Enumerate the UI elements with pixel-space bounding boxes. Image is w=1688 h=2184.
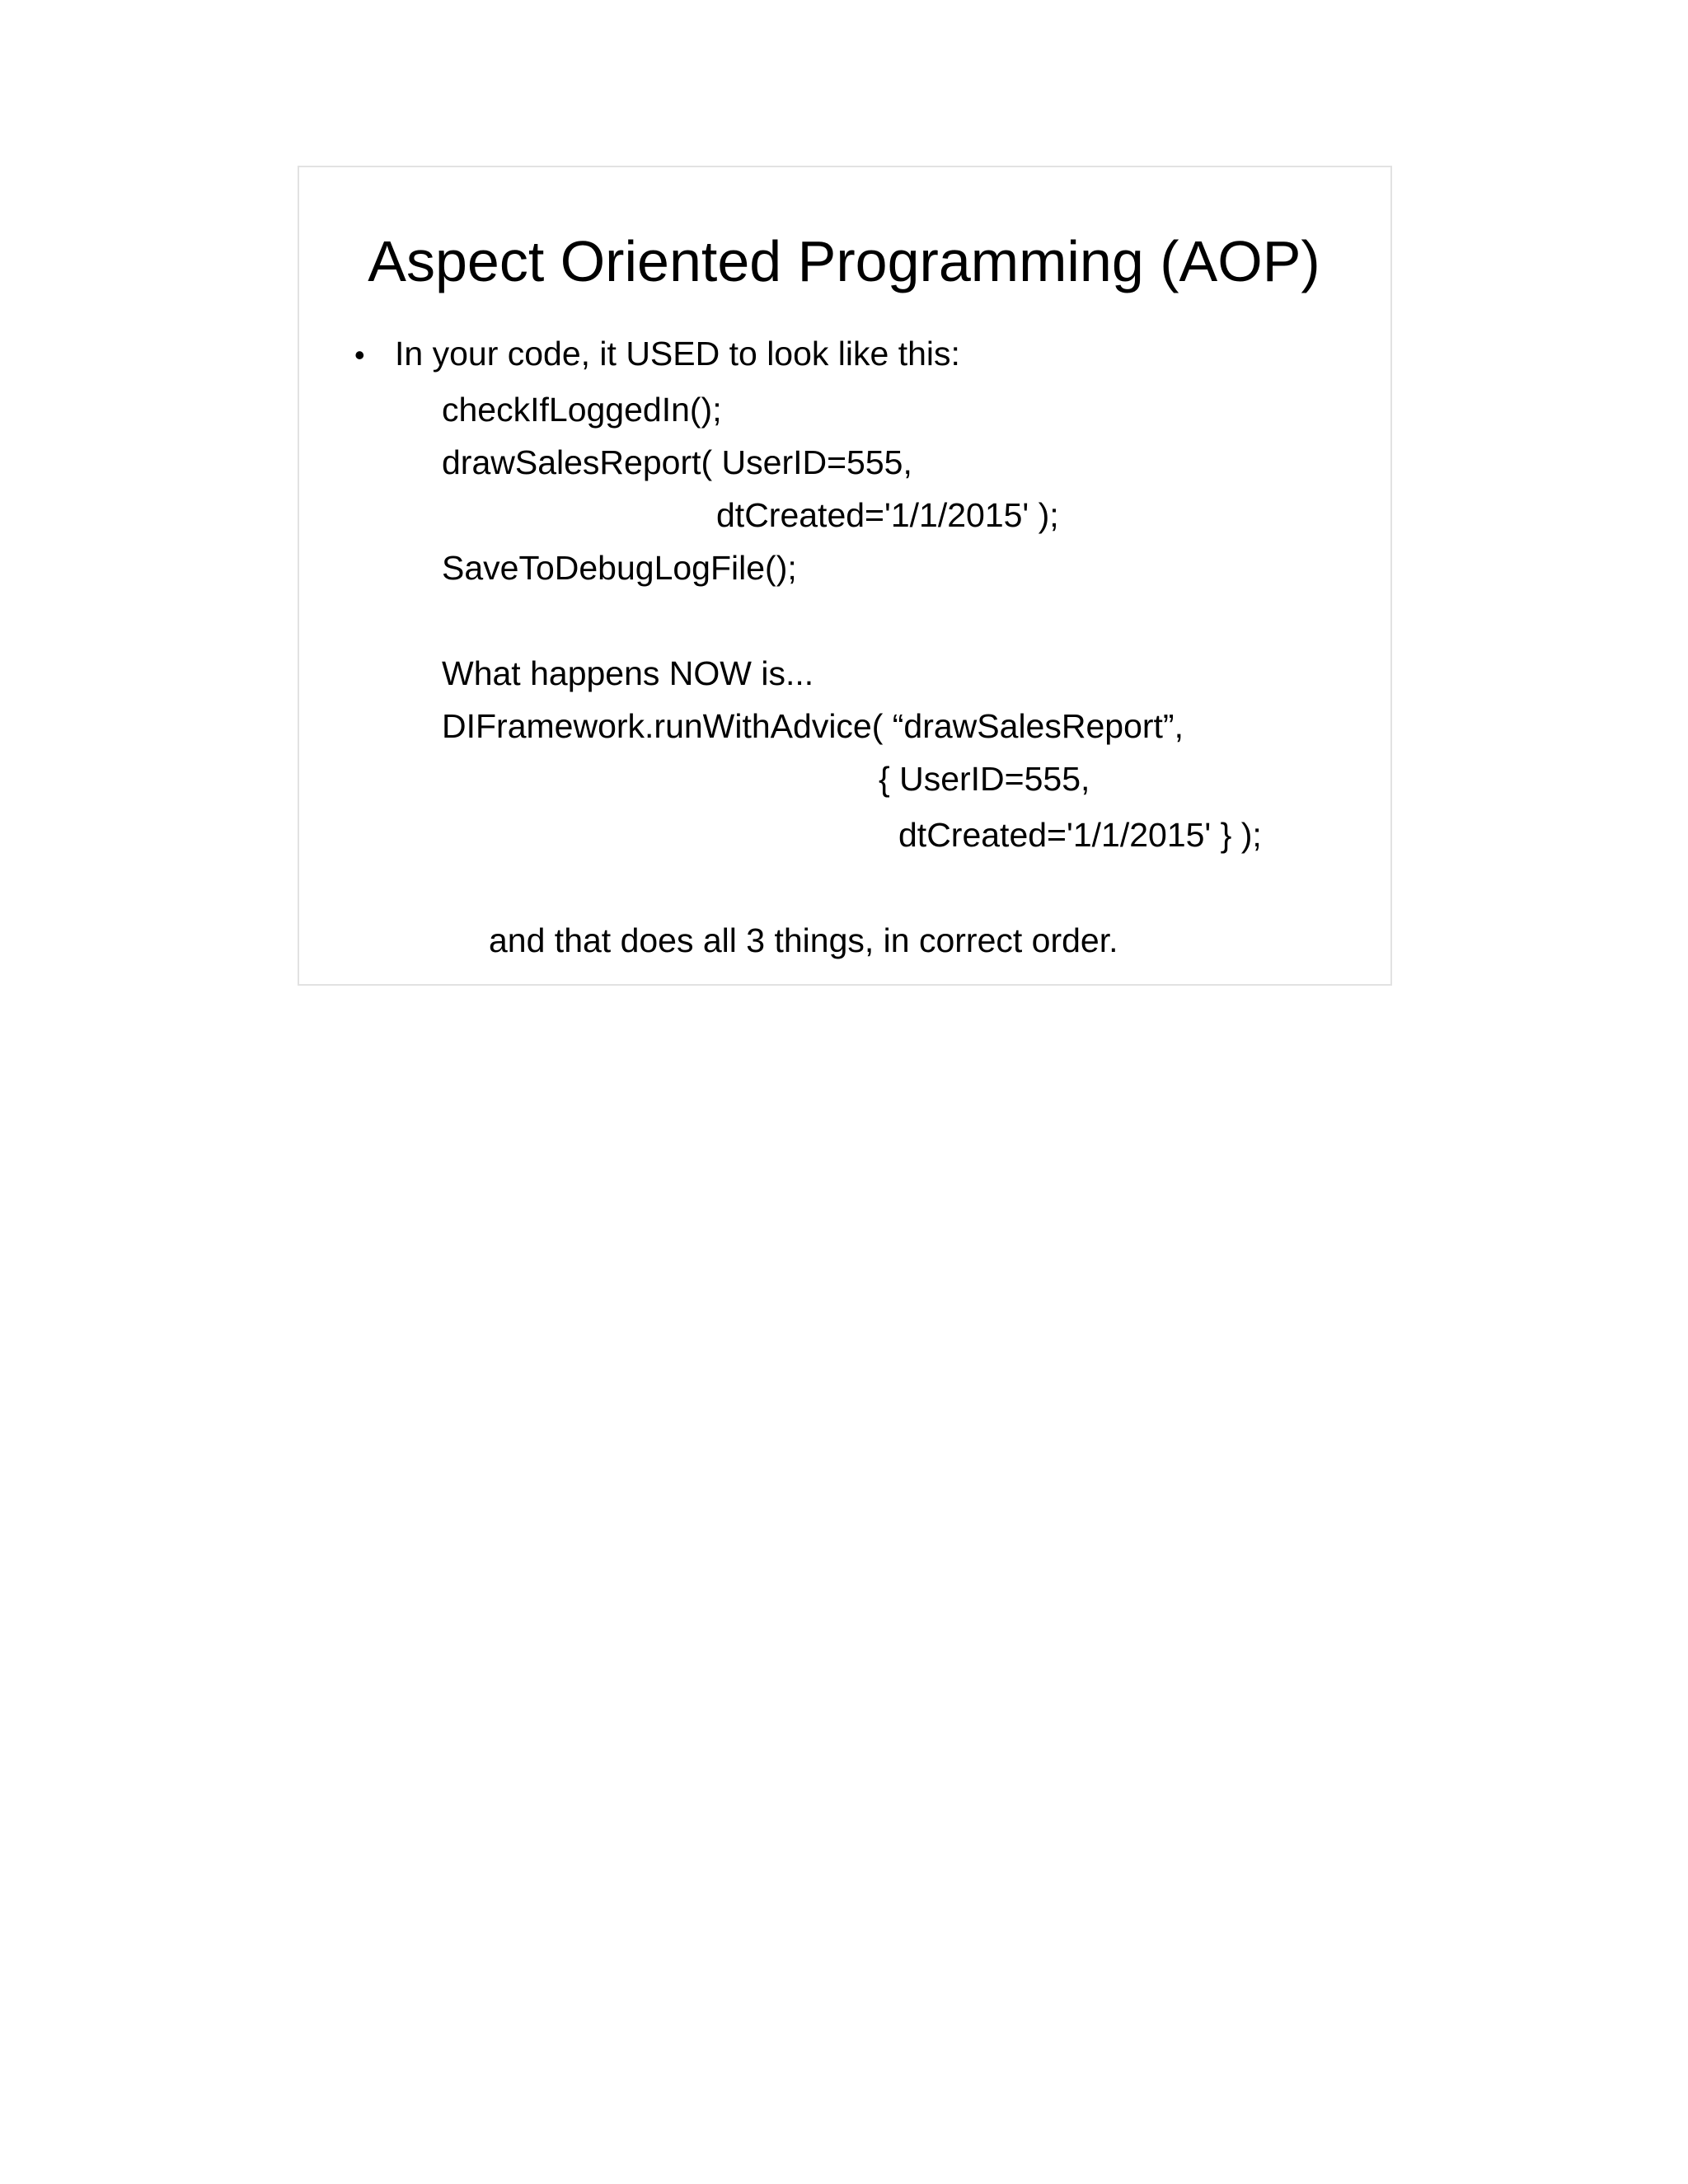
code-line-draw-sales-report: drawSalesReport( UserID=555, [442, 443, 912, 481]
slide-title: Aspect Oriented Programming (AOP) [368, 229, 1320, 293]
code-line-dt-created-advice: dtCreated='1/1/2015' } ); [898, 816, 1262, 854]
conclusion-text: and that does all 3 things, in correct order. [489, 921, 1118, 959]
code-line-user-id: { UserID=555, [879, 760, 1090, 798]
bullet-marker: • [354, 338, 365, 372]
now-label: What happens NOW is... [442, 654, 814, 692]
code-line-check-logged-in: checkIfLoggedIn(); [442, 391, 722, 429]
bullet-text: In your code, it USED to look like this: [395, 335, 960, 373]
code-line-save-debug-log: SaveToDebugLogFile(); [442, 549, 797, 587]
code-line-dt-created: dtCreated='1/1/2015' ); [716, 496, 1059, 534]
code-line-run-with-advice: DIFramework.runWithAdvice( “drawSalesReport”, [442, 707, 1184, 745]
